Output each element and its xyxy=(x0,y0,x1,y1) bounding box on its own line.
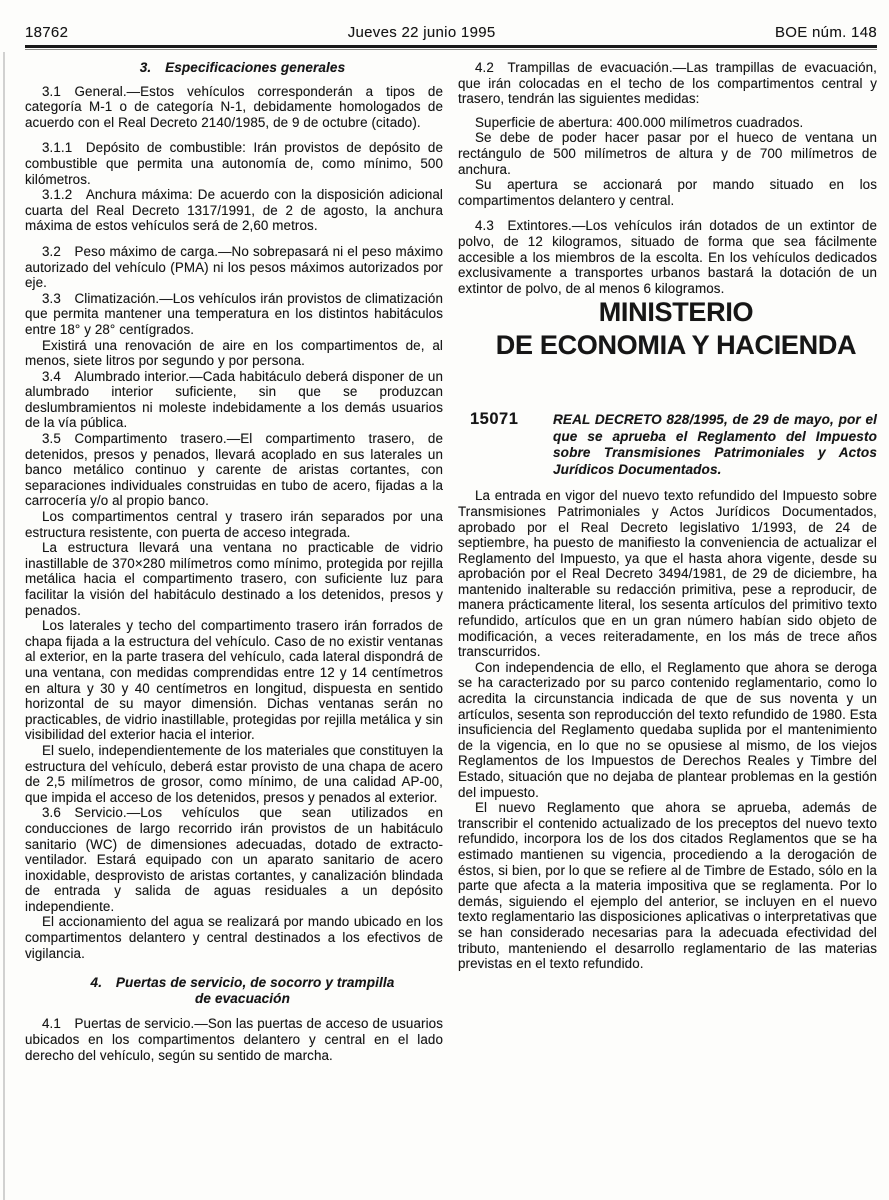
para-3-5-cont-3: Los laterales y techo del compartimento trasero irán forrados de chapa fijada a la estructura del vehículo. Caso de no existir ventanas al exterior, en la parte trasera del vehículo, cada lateral dispondrá de una ventana, con medidas comprendidas entre 12 y 14 centímetros en altura y 30 y 40 centímetros en longitud, dispuesta en sentido horizontal de su mayor dimensión. Dichas ventanas serán no practicables, de vidrio inastillable, protegidas por rejilla metálica y sin visibilidad del exterior hacia el interior. xyxy=(25,618,443,743)
para-3-6-cont: El accionamiento del agua se realizará por mando ubicado en los compartimentos delantero y central destinados a los efectivos de vigilancia. xyxy=(25,914,443,961)
ministry-heading-line2: DE ECONOMIA Y HACIENDA xyxy=(495,330,857,361)
decree-number: 15071 xyxy=(470,410,519,429)
right-column xyxy=(458,60,877,1063)
header-rule xyxy=(25,45,877,48)
para-3-4: 3.4 Alumbrado interior.—Cada habitáculo deberá disponer de un alumbrado interior suficiente, sin que se produzcan deslumbramientos ni moleste indebidamente a los demás usuarios de la vía pública. xyxy=(25,368,443,431)
page-body xyxy=(25,60,877,1063)
decree-preamble-2: Con independencia de ello, el Reglamento que ahora se deroga se ha caracterizado por su parco contenido reglamentario, como lo acredita la circunstancia indicada de que de sus noventa y un artículos, sesenta son reproducción del texto refundido de 1980. Esta insuficiencia del Reglamento quedaba suplida por el mantenimiento de la vigencia, en lo que no se opusiese al mismo, de los viejos Reglamentos de los Impuestos de Derechos Reales y Timbre del Estado, situación que no dejaba de plantear problemas en la gestión del impuesto. xyxy=(458,659,877,800)
section-3-heading: 3. Especificaciones generales xyxy=(139,60,346,75)
para-3-5: 3.5 Compartimento trasero.—El compartimento trasero, de detenidos, presos y penados, llevará acoplado en sus laterales un banco metálico continuo y carente de aristas cortantes, con separaciones individuales construidas en tubo de acero, fijadas a la carrocería y/o al propio banco. xyxy=(25,431,443,509)
para-3-1: 3.1 General.—Estos vehículos corresponderán a tipos de categoría M-1 o de categoría N-1, debidamente homologados de acuerdo con el Real Decreto 2140/1985, de 9 de octubre (citado). xyxy=(25,83,443,130)
decree-preamble-3: El nuevo Reglamento que ahora se aprueba, además de transcribir el contenido actualizado de los preceptos del nuevo texto refundido, incorpora los de los dos citados Reglamentos que se ha estimado mantienen su vigencia, procediendo a la derogación de éstos, si bien, por lo que se refiere al de Timbre de Estado, sólo en la parte que afecta a la materia impositiva que se reglamenta. Por lo demás, siguiendo el ejemplo del anterior, se incluyen en el nuevo texto reglamentario las disposiciones aplicativas o interpretativas que se han considerado necesarias para la adecuada efectividad del tributo, manteniendo el desarrollo reglamentario de las materias previstas en el texto refundido. xyxy=(458,800,877,972)
decree-preamble-1: La entrada en vigor del nuevo texto refundido del Impuesto sobre Transmisiones Patrimoniales y Actos Jurídicos Documentados, aprobado por el Real Decreto legislativo 1/1993, de 24 de septiembre, ha puesto de manifiesto la conveniencia de actualizar el Reglamento del Impuesto, ya que el hasta ahora vigente, desde su aprobación por el Real Decreto 3494/1981, de 29 de diciembre, ha mantenido inalterable su redacción primitiva, pese a reproducir, de manera prácticamente literal, los sesenta artículos del primitivo texto refundido, artículos que en un gran número habían sido objeto de modificación, a veces reiteradamente, en los más de trece años transcurridos. xyxy=(458,488,877,660)
decree-15071 xyxy=(458,412,877,478)
para-4-2-medida-1: Superficie de abertura: 400.000 milímetros cuadrados. xyxy=(475,114,804,130)
decree-title: REAL DECRETO 828/1995, de 29 de mayo, por el que se aprueba el Reglamento del Impuesto sobre Transmisiones Patrimoniales y Actos Jurídicos Documentados. xyxy=(553,412,877,477)
para-4-1: 4.1 Puertas de servicio.—Son las puertas de acceso de usuarios ubicados en los compartimentos delantero y central en el lado derecho del vehículo, según su sentido de marcha. xyxy=(25,1016,443,1063)
para-3-5-cont-2: La estructura llevará una ventana no practicable de vidrio inastillable de 370×280 milímetros como mínimo, protegida por rejilla metálica hacia el compartimento trasero, con suficiente luz para facilitar la visión del habitáculo destinado a los detenidos, presos y penados. xyxy=(25,540,443,618)
header-page-number: 18762 xyxy=(25,24,69,41)
para-4-2-medida-2: Se debe de poder hacer pasar por el hueco de ventana un rectángulo de 500 milímetros de altura y de 700 milímetros de anchura. xyxy=(458,130,877,177)
ministry-heading-line1: MINISTERIO xyxy=(598,297,754,328)
section-4-heading-line2: de evacuación xyxy=(195,990,290,1006)
page-header xyxy=(25,24,877,41)
scan-edge-line xyxy=(3,52,5,1200)
para-3-3-cont: Existirá una renovación de aire en los compartimentos de, al menos, siete litros por segundo y por persona. xyxy=(25,337,443,369)
section-4-heading-line1: 4. Puertas de servicio, de socorro y trampilla xyxy=(90,975,395,991)
para-3-1-2: 3.1.2 Anchura máxima: De acuerdo con la disposición adicional cuarta del Real Decreto 1317/1991, de 2 de agosto, la anchura máxima de estos vehículos será de 2,60 metros. xyxy=(25,187,443,234)
para-4-2: 4.2 Trampillas de evacuación.—Las trampillas de evacuación, que irán colocadas en el techo de los compartimentos central y trasero, tendrán las siguientes medidas: xyxy=(458,60,877,107)
para-4-3: 4.3 Extintores.—Los vehículos irán dotados de un extintor de polvo, de 12 kilogramos, situado de forma que sea fácilmente accesible a los miembros de la escolta. En los vehículos dedicados exclusivamente a transportes urbanos bastará la dotación de un extintor de polvo, de al menos 6 kilogramos. xyxy=(458,218,877,296)
para-3-1-1: 3.1.1 Depósito de combustible: Irán provistos de depósito de combustible que permita una autonomía de, como mínimo, 500 kilómetros. xyxy=(25,140,443,187)
para-3-2: 3.2 Peso máximo de carga.—No sobrepasará ni el peso máximo autorizado del vehículo (PMA) ni los pesos máximos autorizados por eje. xyxy=(25,243,443,291)
header-issue-number: BOE núm. 148 xyxy=(775,24,877,41)
para-3-3: 3.3 Climatización.—Los vehículos irán provistos de climatización que permita mantener una temperatura en los distintos habitáculos entre 18° y 28° centígrados. xyxy=(25,290,443,337)
header-date: Jueves 22 junio 1995 xyxy=(347,24,496,41)
para-3-5-cont-1: Los compartimentos central y trasero irán separados por una estructura resistente, con puerta de acceso integrada. xyxy=(25,509,443,540)
para-3-5-cont-4: El suelo, independientemente de los materiales que constituyen la estructura del vehículo, deberá estar provisto de una chapa de acero de 2,5 milímetros de grosor, como mínimo, de una calidad AP-00, que impida el acceso de los detenidos, presos y penados al exterior. xyxy=(25,742,443,805)
para-4-2-medida-3: Su apertura se accionará por mando situado en los compartimentos delantero y central. xyxy=(458,177,877,208)
left-column xyxy=(25,60,443,1063)
para-3-6: 3.6 Servicio.—Los vehículos que sean utilizados en conducciones de largo recorrido irán provistos de un habitáculo sanitario (WC) de dimensiones adecuadas, dotado de extracto-ventilador. Estará equipado con un aparato sanitario de acero inoxidable, desprovisto de aristas cortantes, y canalización blindada de entrada y salida de aguas residuales a un depósito independiente. xyxy=(25,805,443,914)
